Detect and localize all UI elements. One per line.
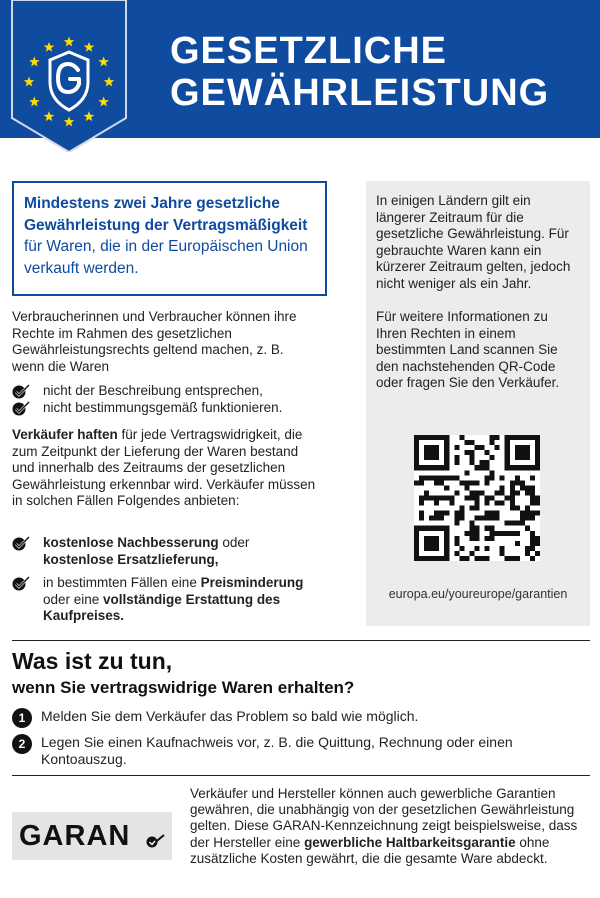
sidebar-paragraph-2: Für weitere Informationen zu Ihren Rechten in einem bestimmten Land scannen Sie den nachstehenden QR-Code oder fragen Sie den Verkäufer. xyxy=(376,309,560,390)
section-subheading: wenn Sie vertragswidrige Waren erhalten? xyxy=(12,678,355,697)
remedies-list xyxy=(12,535,332,629)
list-item-text: nicht der Beschreibung entsprechen, xyxy=(43,383,263,398)
list-item xyxy=(12,383,332,400)
check-icon xyxy=(12,401,32,417)
rights-list xyxy=(12,383,332,416)
title-line-1: GESETZLICHE xyxy=(170,30,448,72)
divider xyxy=(12,775,590,776)
garan-logo-text: GARAN xyxy=(19,820,131,852)
europa-link[interactable]: europa.eu/youreurope/garantien xyxy=(388,587,568,601)
intro-text: für Waren, die in der Europäischen Union verkauft werden. xyxy=(24,238,308,277)
remedy-or: oder xyxy=(218,535,250,550)
list-item xyxy=(12,575,332,625)
remedy-repair: kostenlose Nachbesserung xyxy=(43,535,219,550)
check-icon xyxy=(12,576,32,592)
sidebar-paragraph-1: In einigen Ländern gilt ein längerer Zeitraum für die gesetzliche Gewährleistung. Für gebrauchte Waren kann ein kürzerer Zeitraum gelten, jedoch nicht weniger als ein Jahr. xyxy=(376,193,571,291)
list-item xyxy=(12,734,587,768)
divider xyxy=(12,640,590,641)
step-text: Legen Sie einen Kaufnachweis vor, z. B. die Quittung, Rechnung oder einen Kontoauszug. xyxy=(41,734,513,767)
step-number-2-icon: 2 xyxy=(12,734,32,754)
page-title xyxy=(170,30,549,114)
garan-text-2: ohne zusätzliche Kosten gewährt, die die gesamte Ware abdeckt. xyxy=(190,834,550,866)
check-icon xyxy=(12,536,32,552)
info-sidebar xyxy=(366,181,590,626)
garan-text-1: Verkäufer und Hersteller können auch gewerbliche Garantien gewähren, die unabhängig von der gesetzlichen Gewährleistung gelten. Diese GARAN-Kennzeichnung zeigt beispielsweise, dass der Hersteller eine xyxy=(190,786,578,850)
list-item xyxy=(12,400,332,417)
remedy-replacement: kostenlose Ersatzlieferung, xyxy=(43,551,219,567)
list-item xyxy=(12,535,332,568)
eu-star-shield-logo-icon xyxy=(10,0,128,152)
list-item-text: nicht bestimmungsgemäß funktionieren. xyxy=(43,399,283,415)
garan-text-bold: gewerbliche Haltbarkeitsgarantie xyxy=(304,834,516,850)
step-number-1-icon: 1 xyxy=(12,708,32,728)
garan-logo xyxy=(12,812,172,860)
remedy-intro: in bestimmten Fällen eine xyxy=(43,575,201,590)
remedy-or-2: oder eine xyxy=(43,591,104,607)
section-heading: Was ist zu tun, xyxy=(12,648,173,674)
garan-description xyxy=(190,786,588,867)
qr-code-icon[interactable] xyxy=(414,435,540,561)
seller-text: für jede Vertragswidrigkeit, die zum Zeitpunkt der Lieferung der Waren bestand und innerhalb des Zeitraums der gesetzlichen Gewährleistung erkennbar wird. Verkäufer müssen in solchen Fällen Folgendes anbieten: xyxy=(12,427,316,508)
garan-check-icon xyxy=(146,834,166,848)
list-item xyxy=(12,708,587,725)
rights-paragraph: Verbraucherinnen und Verbraucher können ihre Rechte im Rahmen des gesetzlichen Gewährleistungsrechts geltend machen, z. B. wenn die Waren xyxy=(12,309,297,374)
remedy-price-reduction: Preisminderung xyxy=(200,575,304,590)
seller-paragraph xyxy=(12,427,317,510)
title-line-2: GEWÄHRLEISTUNG xyxy=(170,72,550,114)
header-banner xyxy=(0,0,600,138)
remedy-refund: vollständige Erstattung des Kaufpreises. xyxy=(43,591,281,623)
step-text: Melden Sie dem Verkäufer das Problem so bald wie möglich. xyxy=(41,708,419,724)
intro-bold-text: Mindestens zwei Jahre gesetzliche Gewährleistung der Vertragsmäßigkeit xyxy=(24,195,308,234)
intro-box xyxy=(12,181,327,296)
steps-list xyxy=(12,708,587,777)
seller-bold: Verkäufer haften xyxy=(12,427,118,442)
check-icon xyxy=(12,384,32,400)
